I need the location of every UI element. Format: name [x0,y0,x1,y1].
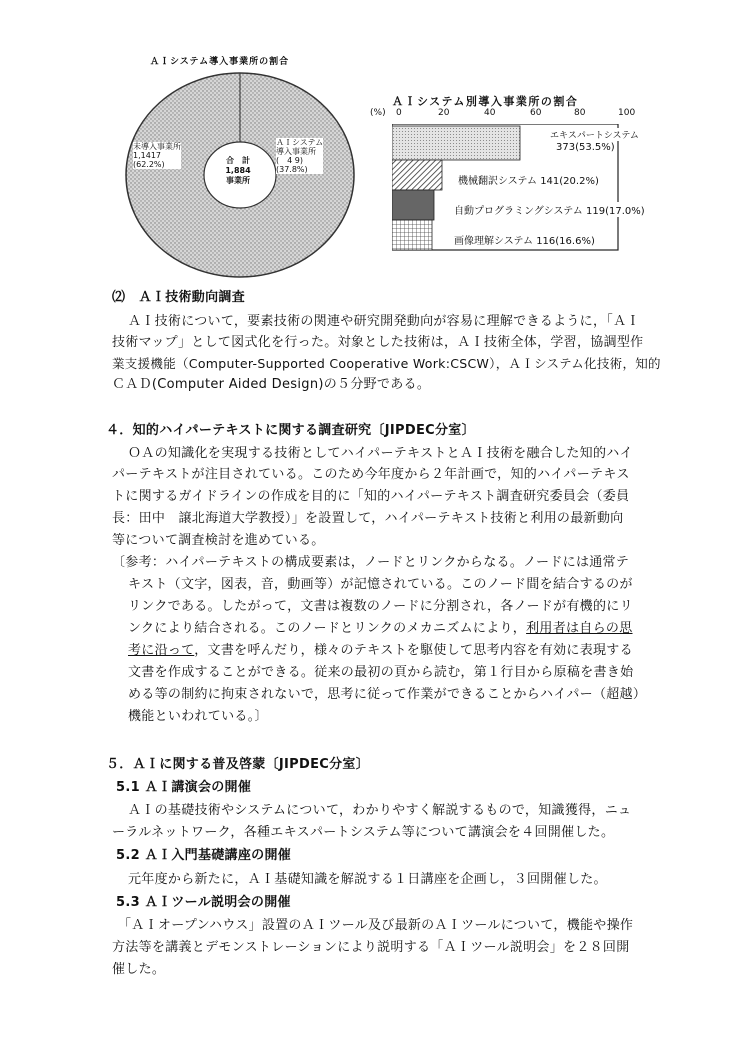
pie-left-line-2: 1,1417 [133,151,161,160]
reference-line-5 [128,641,633,661]
bar-value-translation: 141(20.2%) [540,176,599,187]
reference-line-4-b: 利用者は自らの思 [526,621,633,636]
section-5-3-line-1: 「ＡＩオープンハウス」設置のＡＩツール及び最新のＡＩツールについて，機能や操作 [118,918,634,933]
pie-center-line-1: 合 計 [226,156,250,165]
section-5-3-heading: 5.3 ＡＩツール説明会の開催 [116,895,291,910]
bar-axis-tick-40: 40 [484,108,496,118]
reference-line-5-b: ，文書を呼んだり，様々のテキストを駆使して思考内容を有効に表現する [194,643,633,658]
section-2-heading: ⑵ ＡＩ技術動向調査 [112,290,246,305]
section-5-1-heading: 5.1 ＡＩ講演会の開催 [116,780,252,795]
section-5-3-line-3: 催した。 [112,962,166,977]
pie-right-line-3: ( 4 9) [276,156,303,165]
bar-axis-tick-80: 80 [574,108,586,118]
pie-chart-title: ＡＩシステム導入事業所の割合 [150,57,290,67]
reference-line-2: キスト（文字，図表，音，動画等）が記憶されている。このノード間を結合するのが [128,577,633,592]
section-4-heading: ４．知的ハイパーテキストに関する調査研究〔JIPDEC分室〕 [106,423,475,438]
section-5-1-line-1: ＡＩの基礎技術やシステムについて，わかりやすく解説するもので，知識獲得，ニュ [128,803,632,818]
pie-left-line-3: (62.2%) [133,160,165,169]
section-2-line-2: 技術マップ」として図式化を行った。対象とした技術は，ＡＩ技術全体，学習，協調型作 [112,335,644,350]
bar-name-translation: 機械翻訳システム [458,176,537,187]
pie-center-line-2: 1,884 [225,166,251,175]
section-5-2-heading: 5.2 ＡＩ入門基礎講座の開催 [116,848,292,863]
reference-line-4-a: ンクにより結合される。このノードとリンクのメカニズムにより， [128,621,527,636]
bar-name-image: 画像理解システム [454,236,533,247]
bar-name-expert: エキスパートシステム [550,131,639,141]
pie-right-line-1: ＡＩシステム [276,138,324,147]
reference-line-5-a: 考に沿って [128,643,195,658]
section-4-line-4: 長：田中 譲北海道大学教授）」を設置して，ハイパーテキスト技術と利用の最新動向 [112,511,624,526]
section-2-line-4: ＣＡＤ(Computer Aided Design)の５分野である。 [112,377,431,392]
section-5-3-line-2: 方法等を講義とデモンストレーションにより説明する「ＡＩツール説明会」を２８回開 [112,940,630,955]
section-4-line-1: ＯＡの知識化を実現する技術としてハイパーテキストとＡＩ技術を融合した知的ハイ [128,446,633,461]
reference-line-6: 文書を作成することができる。従来の最初の頁から読む，第１行目から原稿を書き始 [128,665,634,680]
reference-line-3: リンクである。したがって，文書は複数のノードに分割され，各ノードが有機的にリ [128,599,633,614]
pie-right-line-2: 導入事業所 [276,147,316,156]
bar-value-image: 116(16.6%) [536,236,595,247]
section-2-line-3: 業支援機能（Computer-Supported Cooperative Work:CSCW），ＡＩシステム化技術，知的 [112,356,661,371]
reference-line-7: める等の制約に拘束されないで，思考に従って作業ができることからハイパー（超越） [128,687,647,702]
pie-left-line-1: 未導入事業所 [133,142,181,151]
bar-value-autoprog: 119(17.0%) [586,206,645,217]
section-4-line-5: 等について調査検討を進めている。 [112,533,325,548]
section-5-2-line-1: 元年度から新たに，ＡＩ基礎知識を解説する１日講座を企画し，３回開催した。 [128,872,607,887]
bar-axis-tick-100: 100 [618,108,636,118]
bar-axis-tick-20: 20 [438,108,450,118]
section-4-line-3: トに関するガイドラインの作成を目的に「知的ハイパーテキスト調査研究委員会（委員 [112,489,630,504]
bar-axis-unit: (%) [370,108,386,118]
pie-right-line-4: (37.8%) [276,165,308,174]
section-2-line-1: ＡＩ技術について，要素技術の関連や研究開発動向が容易に理解できるように，「ＡＩ [128,314,640,329]
bar-value-expert-text: 373(53.5%) [556,142,615,153]
bar-name-autoprog: 自動プログラミングシステム [454,206,583,217]
bar-chart-title: ＡＩシステム別導入事業所の割合 [392,95,579,108]
section-4-line-2: パーテキストが注目されている。このため今年度から２年計画で，知的ハイパーテキス [112,467,630,482]
reference-line-1: 〔参考：ハイパーテキストの構成要素は，ノードとリンクからなる。ノードには通常テ [112,555,630,570]
section-5-heading: ５．ＡＩに関する普及啓蒙〔JIPDEC分室〕 [106,757,370,772]
section-5-1-line-2: ーラルネットワーク，各種エキスパートシステム等について講演会を４回開催した。 [112,825,615,840]
reference-line-8: 機能といわれている。〕 [128,709,268,724]
reference-line-4 [128,619,633,639]
bar-axis-tick-60: 60 [530,108,542,118]
bar-axis-tick-0: 0 [396,108,402,118]
pie-center-line-3: 事業所 [226,176,250,185]
